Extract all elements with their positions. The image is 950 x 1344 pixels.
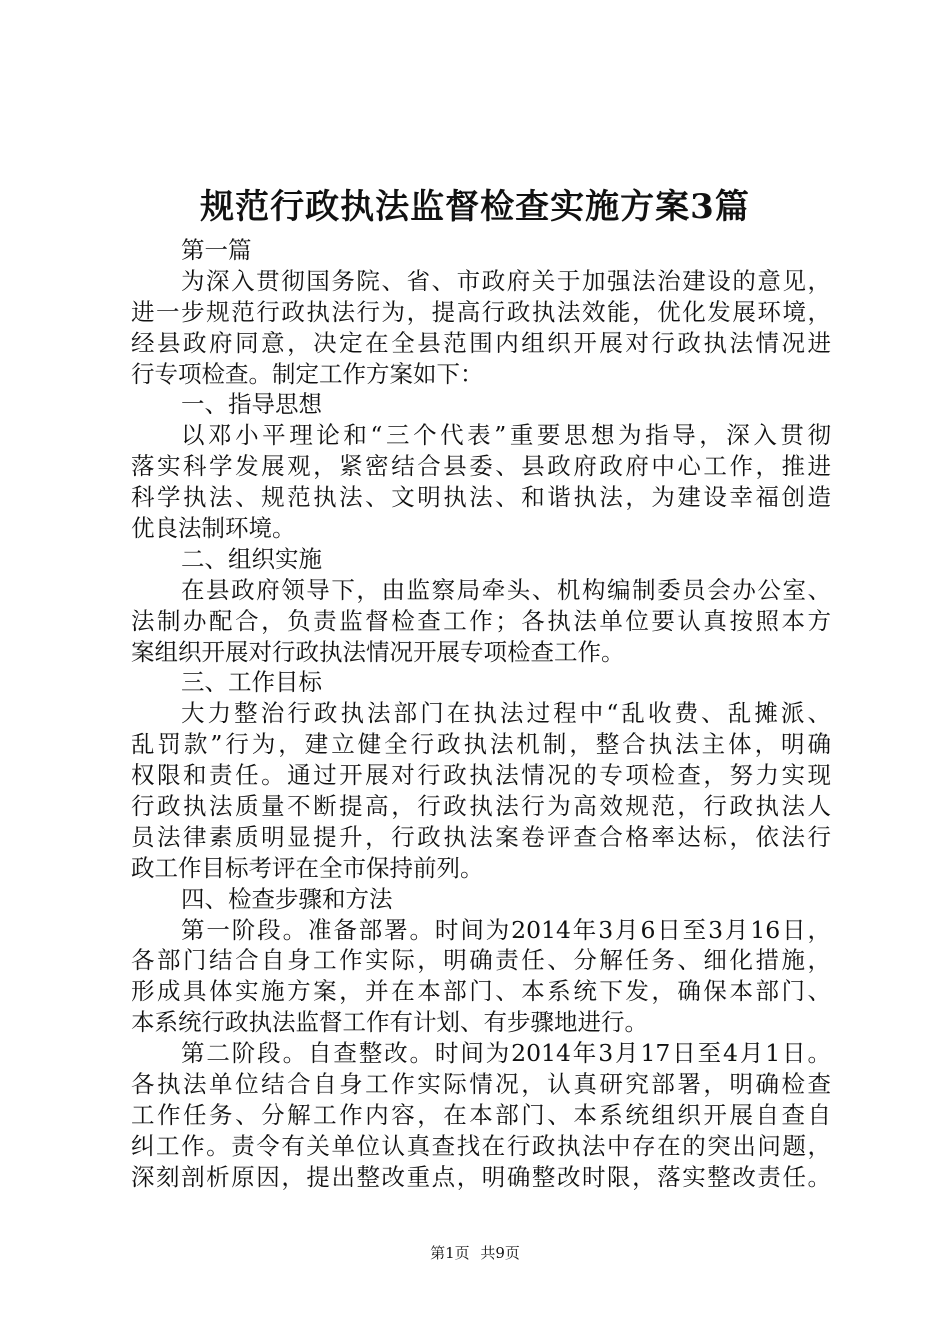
section-heading-guiding-thought: 一、指导思想: [181, 390, 322, 419]
paragraph-line: 法制办配合，负责监督检查工作；各执法单位要认真按照本方: [131, 606, 831, 635]
section-heading-organization: 二、组织实施: [181, 544, 322, 573]
paragraph-line: 进一步规范行政执法行为，提高行政执法效能，优化发展环境，: [131, 297, 831, 326]
document-body: [131, 235, 831, 1193]
paragraph-line: 经县政府同意，决定在全县范围内组织开展对行政执法情况进: [131, 328, 831, 357]
paragraph-line: 优良法制环境。: [131, 514, 296, 543]
paragraph-line: 行专项检查。制定工作方案如下：: [131, 359, 484, 388]
paragraph-line: 大力整治行政执法部门在执法过程中“乱收费、乱摊派、: [181, 699, 831, 728]
paragraph-line: 案组织开展对行政执法情况开展专项检查工作。: [131, 637, 625, 666]
section-heading-part-one: 第一篇: [181, 236, 252, 264]
paragraph-line: 纠工作。责令有关单位认真查找在行政执法中存在的突出问题，: [131, 1131, 831, 1160]
paragraph-line: 为深入贯彻国务院、省、市政府关于加强法治建设的意见，: [181, 266, 831, 295]
paragraph-line: 员法律素质明显提升，行政执法案卷评查合格率达标，依法行: [131, 822, 831, 851]
paragraph-line: 各执法单位结合自身工作实际情况，认真研究部署，明确检查: [131, 1070, 831, 1099]
paragraph-line: 形成具体实施方案，并在本部门、本系统下发，确保本部门、: [131, 977, 831, 1006]
paragraph-line: 第二阶段。自查整改。时间为2014年3月17日至4月1日。: [181, 1039, 831, 1068]
paragraph-line: 落实科学发展观，紧密结合县委、县政府政府中心工作，推进: [131, 452, 831, 481]
section-heading-steps: 四、检查步骤和方法: [181, 884, 393, 913]
paragraph-line: 深刻剖析原因，提出整改重点，明确整改时限，落实整改责任。: [131, 1162, 831, 1191]
paragraph-line: 本系统行政执法监督工作有计划、有步骤地进行。: [131, 1008, 648, 1037]
paragraph-line: 在县政府领导下，由监察局牵头、机构编制委员会办公室、: [181, 575, 831, 604]
section-heading-goals: 三、工作目标: [181, 668, 322, 697]
paragraph-line: 政工作目标考评在全市保持前列。: [131, 853, 484, 882]
document-title: 规范行政执法监督检查实施方案3篇: [200, 187, 750, 227]
paragraph-line: 以邓小平理论和“三个代表”重要思想为指导，深入贯彻: [181, 421, 831, 450]
page-footer: [0, 1243, 950, 1263]
page-number: 第1页: [430, 1244, 470, 1262]
paragraph-line: 工作任务、分解工作内容，在本部门、本系统组织开展自查自: [131, 1100, 831, 1129]
paragraph-line: 第一阶段。准备部署。时间为2014年3月6日至3月16日，: [181, 915, 831, 944]
page-total: 共9页: [480, 1244, 520, 1262]
paragraph-line: 科学执法、规范执法、文明执法、和谐执法，为建设幸福创造: [131, 483, 831, 512]
paragraph-line: 乱罚款”行为，建立健全行政执法机制，整合执法主体，明确: [131, 730, 831, 759]
paragraph-line: 行政执法质量不断提高，行政执法行为高效规范，行政执法人: [131, 792, 831, 821]
paragraph-line: 权限和责任。通过开展对行政执法情况的专项检查，努力实现: [131, 761, 831, 790]
paragraph-line: 各部门结合自身工作实际，明确责任、分解任务、细化措施，: [131, 946, 831, 975]
